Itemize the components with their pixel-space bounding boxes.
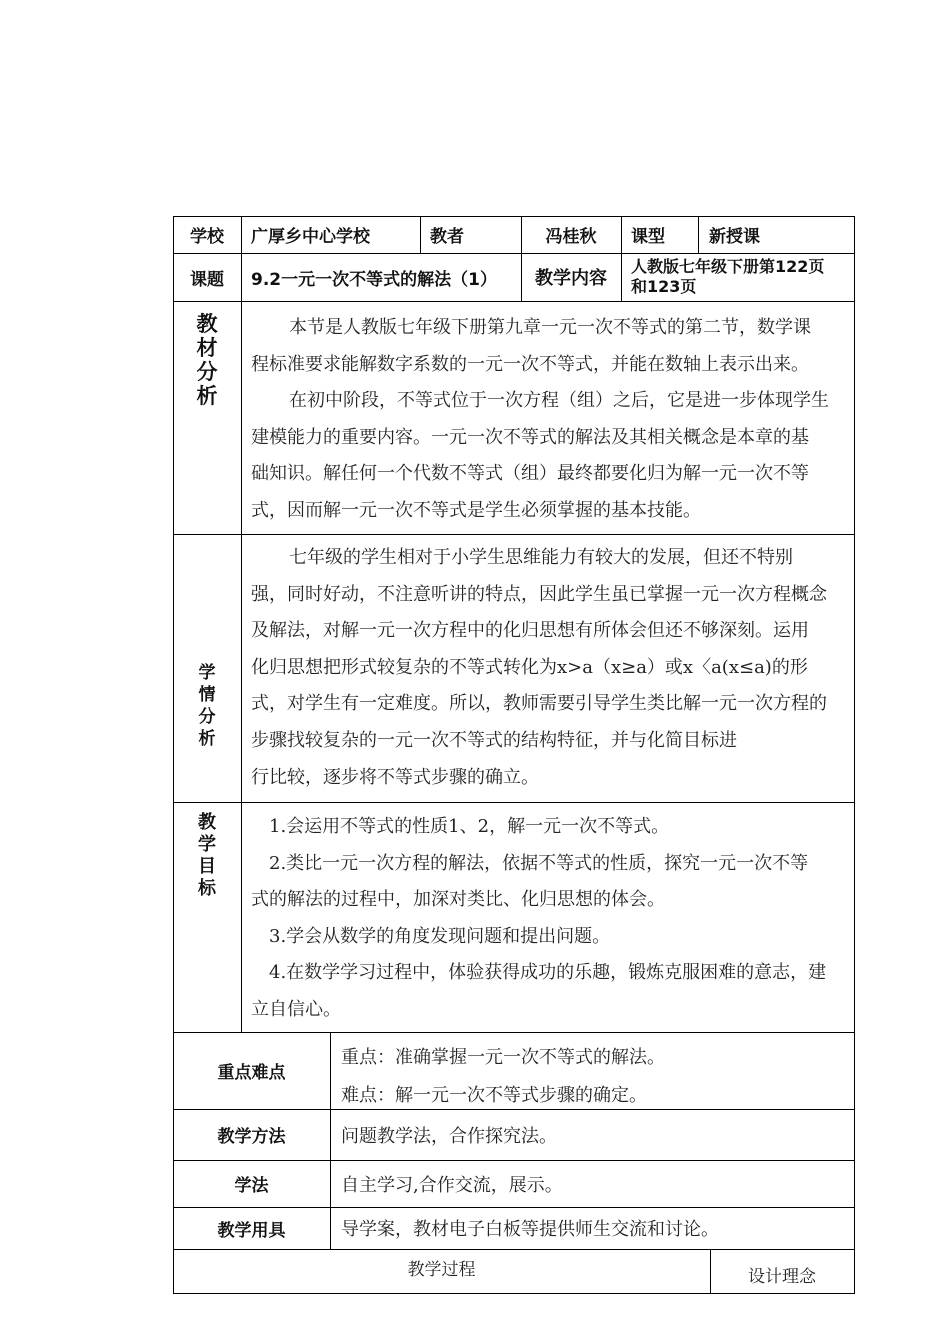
goal-item-continued: 式的解法的过程中，加深对类比、化归思想的体会。 bbox=[251, 889, 665, 911]
lesson-type-value: 新授课 bbox=[709, 227, 760, 247]
text-line: 七年级的学生相对于小学生思维能力有较大的发展，但还不特别 bbox=[289, 547, 793, 568]
col-divider bbox=[241, 216, 242, 1032]
row-divider bbox=[173, 534, 855, 535]
text-line: 程标准要求能解数字系数的一元一次不等式，并能在数轴上表示出来。 bbox=[251, 353, 809, 375]
content-value-line1: 人教版七年级下册第122页 bbox=[631, 257, 825, 276]
text-line: 及解法，对解一元一次方程中的化归思想有所体会但还不够深刻。运用 bbox=[251, 620, 809, 642]
label-char: 析 bbox=[196, 384, 218, 408]
teaching-goals-text bbox=[251, 809, 851, 1029]
text-line: 础知识。解任何一个代数不等式（组）最终都要化归为解一元一次不等 bbox=[251, 463, 809, 485]
teacher-value: 冯桂秋 bbox=[545, 227, 597, 247]
text-line: 强，同时好动，不注意听讲的特点，因此学生虽已掌握一元一次方程概念 bbox=[251, 583, 827, 605]
student-analysis-text bbox=[251, 540, 851, 796]
label-char: 分 bbox=[196, 360, 218, 384]
teaching-method-value: 问题教学法，合作探究法。 bbox=[341, 1125, 557, 1147]
label-char: 情 bbox=[198, 685, 216, 705]
goal-item: 1.会运用不等式的性质1、2，解一元一次不等式。 bbox=[269, 816, 670, 837]
label-char: 教 bbox=[196, 312, 218, 336]
label-char: 学 bbox=[198, 834, 216, 855]
text-line: 化归思想把形式较复杂的不等式转化为x>a（x≥a）或x〈a(x≤a)的形 bbox=[251, 656, 808, 678]
row-divider bbox=[173, 1249, 855, 1250]
difficulty-line: 难点：解一元一次不等式步骤的确定。 bbox=[341, 1085, 647, 1106]
teaching-goals-label bbox=[196, 812, 218, 900]
label-char: 标 bbox=[198, 878, 216, 899]
key-points-text bbox=[341, 1039, 851, 1115]
text-line: 在初中阶段，不等式位于一次方程（组）之后，它是进一步体现学生 bbox=[289, 390, 829, 412]
teaching-tools-label: 教学用具 bbox=[217, 1220, 286, 1241]
school-label: 学校 bbox=[190, 227, 224, 247]
text-line: 行比较，逐步将不等式步骤的确立。 bbox=[251, 766, 539, 788]
textbook-analysis-text bbox=[251, 310, 851, 530]
row-divider bbox=[173, 802, 855, 803]
label-char: 教 bbox=[198, 812, 216, 833]
student-analysis-label bbox=[197, 662, 217, 750]
label-char: 析 bbox=[198, 729, 216, 749]
topic-value: 9.2一元一次不等式的解法（1） bbox=[251, 269, 497, 290]
study-method-value: 自主学习,合作交流，展示。 bbox=[341, 1174, 563, 1196]
text-line: 步骤找较复杂的一元一次不等式的结构特征，并与化简目标进 bbox=[251, 729, 737, 751]
topic-label: 课题 bbox=[190, 269, 224, 290]
lesson-type-label: 课型 bbox=[631, 227, 665, 247]
goal-item: 4.在数学学习过程中，体验获得成功的乐趣，锻炼克服困难的意志，建 bbox=[269, 962, 827, 984]
table-right-border bbox=[854, 216, 855, 1293]
col-divider bbox=[698, 216, 699, 253]
content-value bbox=[631, 257, 853, 297]
table-bottom-border bbox=[173, 1293, 855, 1294]
label-char: 材 bbox=[196, 336, 218, 360]
goal-item: 2.类比一元一次方程的解法，依据不等式的性质，探究一元一次不等 bbox=[269, 852, 809, 874]
content-value-line2: 和123页 bbox=[631, 277, 697, 296]
goal-item: 3.学会从数学的角度发现问题和提出问题。 bbox=[269, 925, 611, 947]
content-label: 教学内容 bbox=[535, 268, 607, 289]
teaching-method-label: 教学方法 bbox=[217, 1127, 286, 1147]
label-char: 分 bbox=[198, 707, 216, 727]
design-concept-header: 设计理念 bbox=[748, 1267, 816, 1287]
label-char: 目 bbox=[198, 856, 216, 877]
text-line: 式，对学生有一定难度。所以，教师需要引导学生类比解一元一次方程的 bbox=[251, 693, 827, 715]
col-divider bbox=[420, 216, 421, 253]
text-line: 建模能力的重要内容。一元一次不等式的解法及其相关概念是本章的基 bbox=[251, 426, 809, 448]
row-divider bbox=[173, 301, 855, 302]
teaching-tools-value: 导学案，教材电子白板等提供师生交流和讨论。 bbox=[341, 1219, 719, 1240]
goal-item-continued: 立自信心。 bbox=[251, 998, 341, 1020]
textbook-analysis-label bbox=[195, 312, 219, 408]
col-divider bbox=[621, 216, 622, 301]
key-points-label: 重点难点 bbox=[217, 1063, 286, 1083]
teacher-label: 教者 bbox=[430, 227, 464, 247]
study-method-label: 学法 bbox=[234, 1176, 269, 1196]
school-value: 广厚乡中心学校 bbox=[251, 227, 370, 247]
col-divider bbox=[330, 1032, 331, 1249]
text-line: 式，因而解一元一次不等式是学生必须掌握的基本技能。 bbox=[251, 499, 701, 521]
label-char: 学 bbox=[198, 663, 216, 683]
teaching-process-header: 教学过程 bbox=[407, 1260, 476, 1280]
key-point-line: 重点：准确掌握一元一次不等式的解法。 bbox=[341, 1047, 665, 1068]
text-line: 本节是人教版七年级下册第九章一元一次不等式的第二节，数学课 bbox=[289, 317, 811, 338]
